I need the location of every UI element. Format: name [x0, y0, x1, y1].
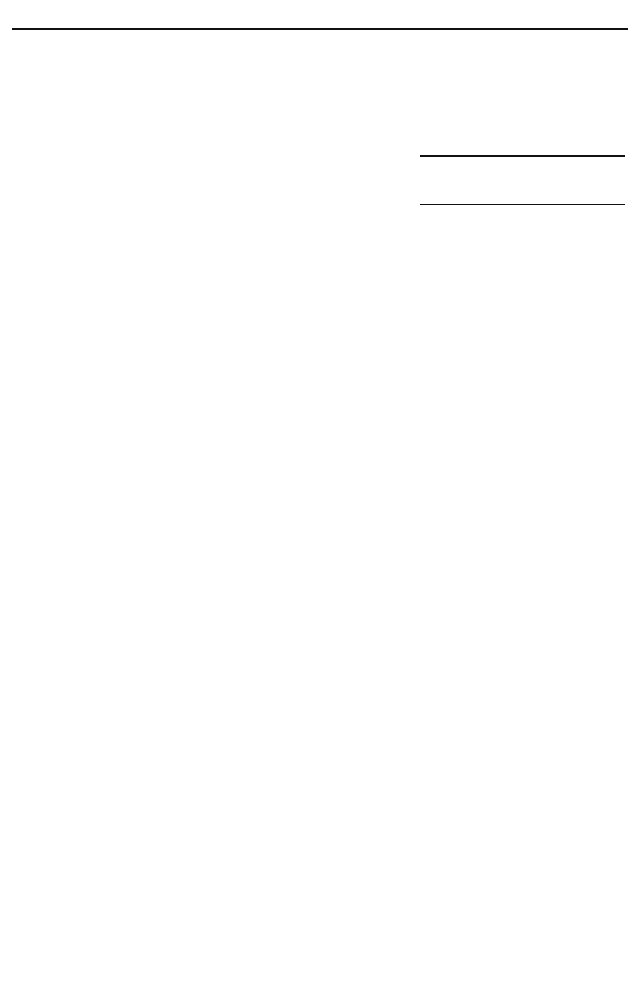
table2-appendix-header [420, 156, 625, 205]
running-header [12, 6, 628, 30]
table2-appendix [420, 155, 625, 205]
figure1-chart [80, 800, 550, 972]
